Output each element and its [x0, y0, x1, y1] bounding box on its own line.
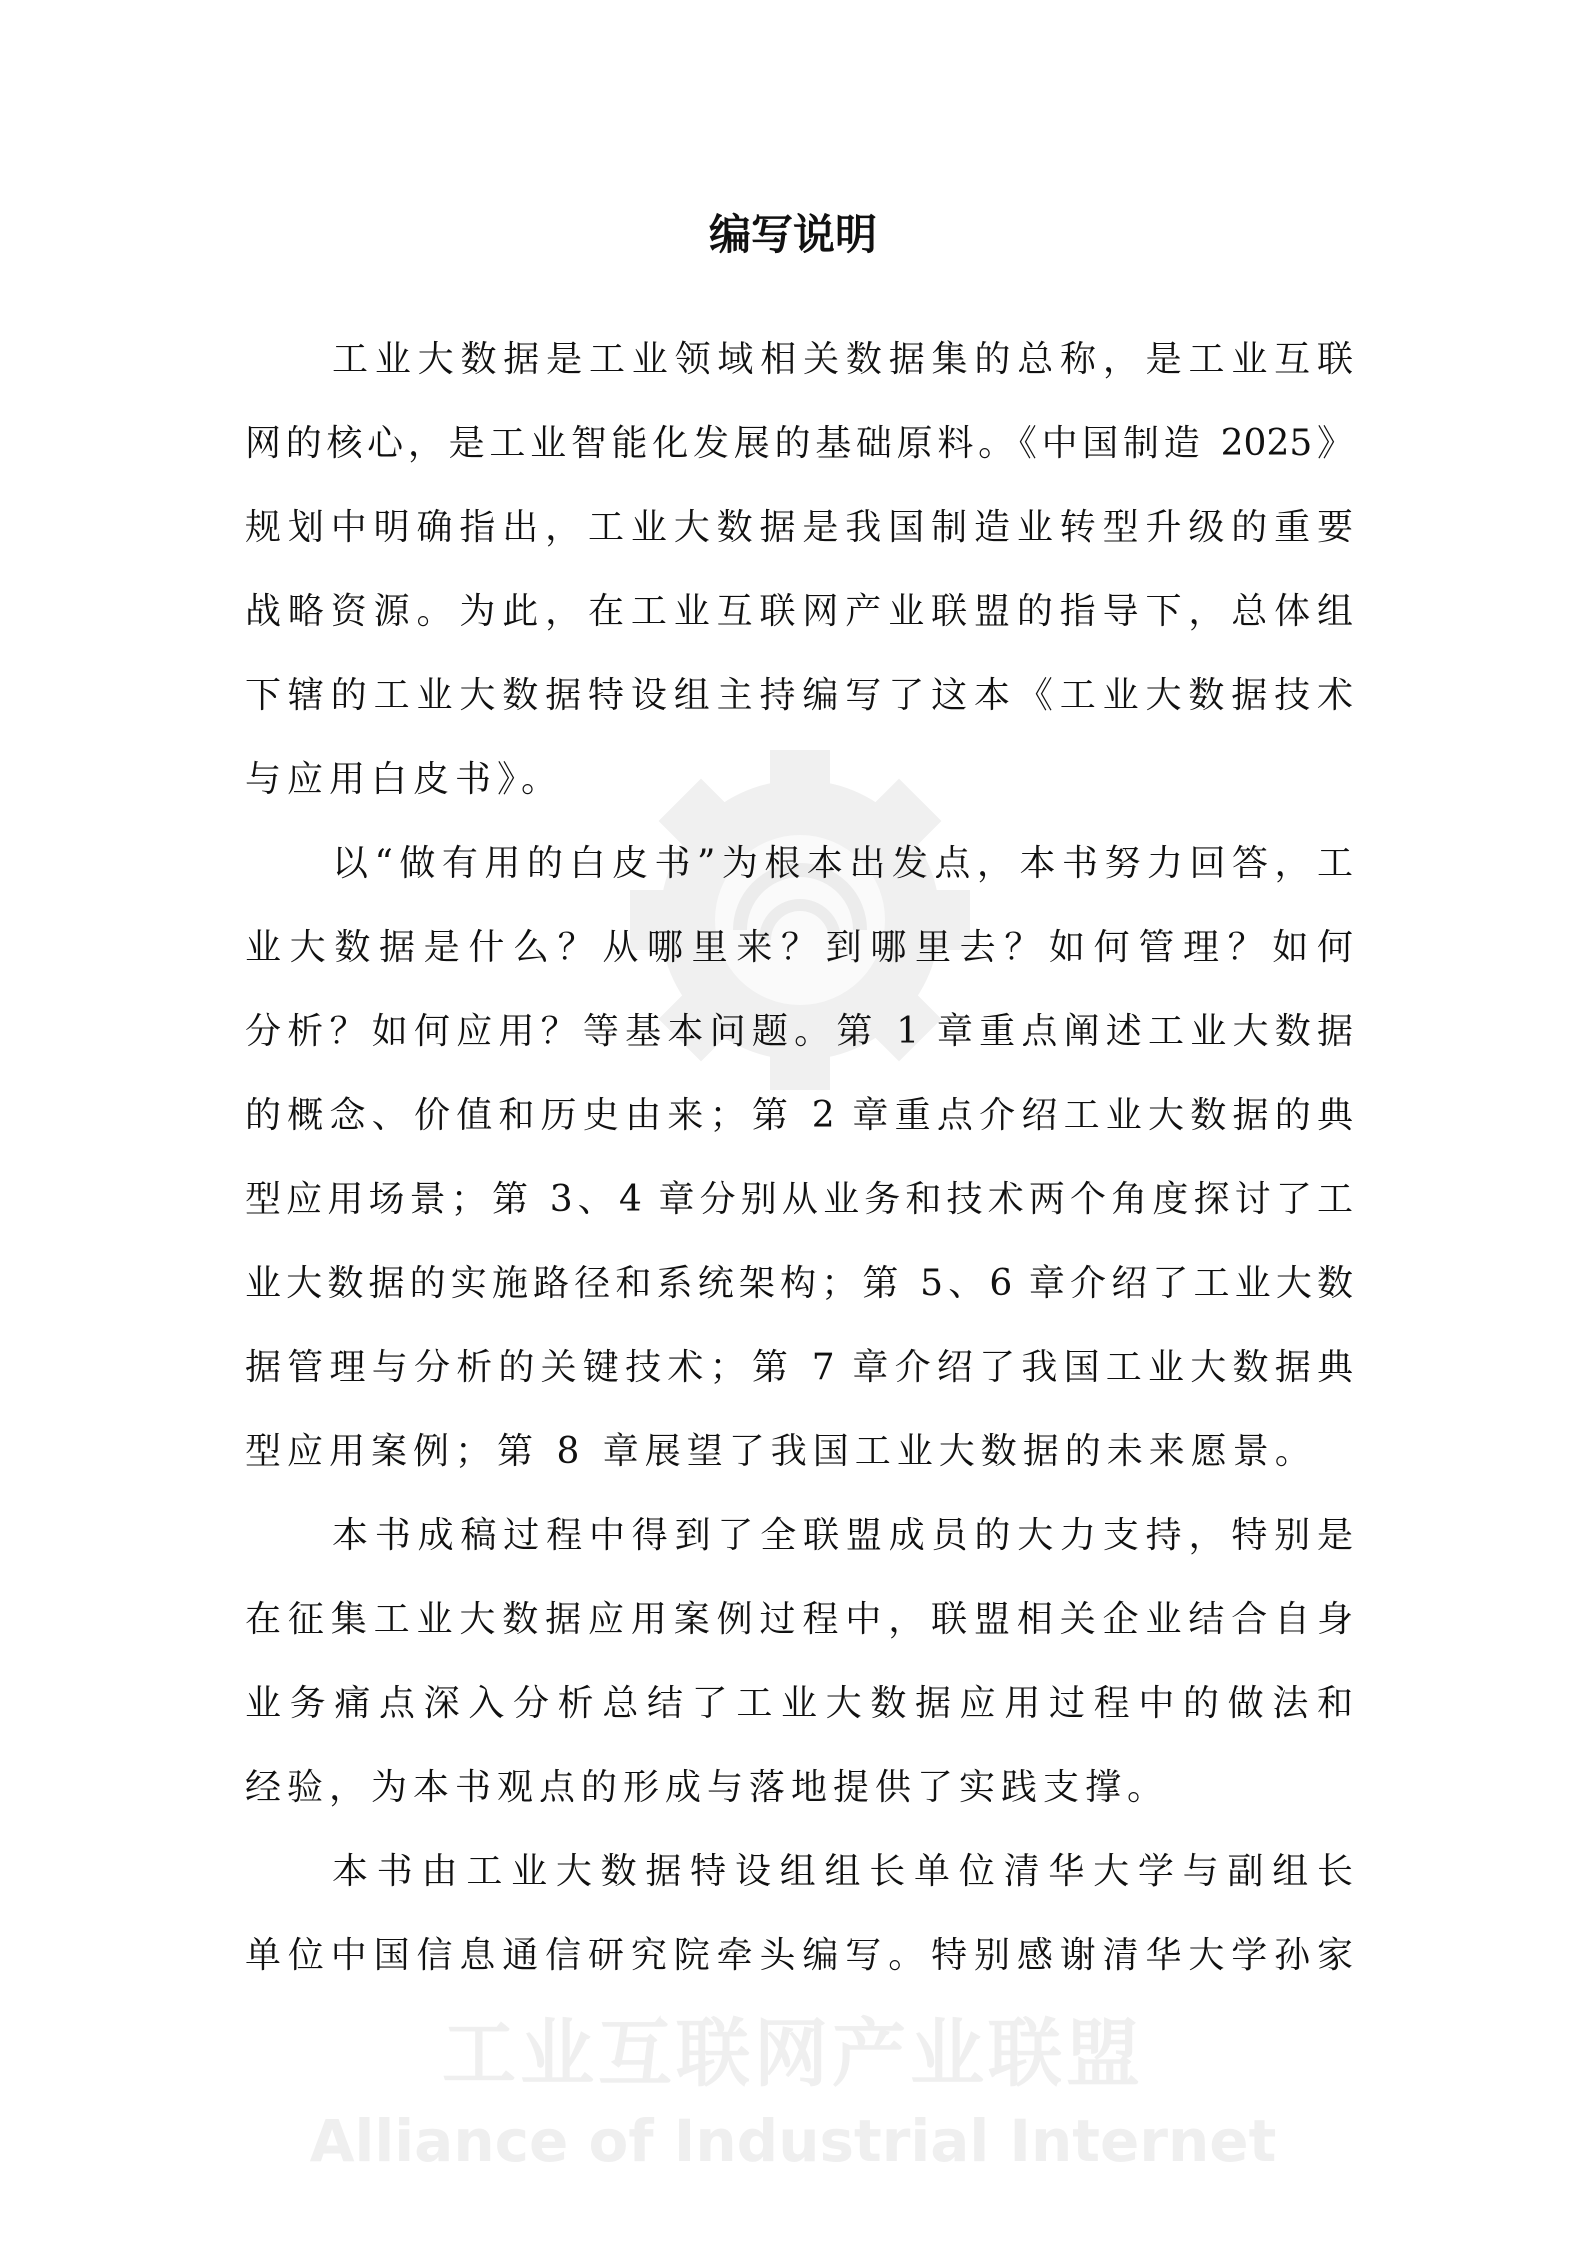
text-line: 网的核心，是工业智能化发展的基础原料。《中国制造 2025》: [245, 423, 1353, 464]
text-line: 工业大数据是工业领域相关数据集的总称，是工业互联: [332, 339, 1353, 380]
watermark-cn: 工业互联网产业联盟: [442, 2011, 1144, 2097]
text-line: 本书成稿过程中得到了全联盟成员的大力支持，特别是: [332, 1515, 1353, 1556]
paragraph-4: [245, 1830, 1353, 1998]
text-line: 本书由工业大数据特设组组长单位清华大学与副组长: [332, 1851, 1353, 1892]
text-line: 与应用白皮书》。: [245, 759, 564, 800]
text-line: 规划中明确指出，工业大数据是我国制造业转型升级的重要: [245, 507, 1353, 548]
text-line: 业大数据的实施路径和系统架构；第 5、6 章介绍了工业大数: [245, 1263, 1353, 1304]
text-line: 单位中国信息通信研究院牵头编写。特别感谢清华大学孙家: [245, 1935, 1353, 1976]
paragraph-2: [245, 822, 1353, 1494]
text-line: 的概念、价值和历史由来；第 2 章重点介绍工业大数据的典: [245, 1095, 1353, 1136]
document-body: [245, 318, 1353, 1998]
text-line: 业务痛点深入分析总结了工业大数据应用过程中的做法和: [245, 1683, 1353, 1724]
text-line: 在征集工业大数据应用案例过程中，联盟相关企业结合自身: [245, 1599, 1353, 1640]
text-line: 以“做有用的白皮书”为根本出发点，本书努力回答，工: [332, 843, 1353, 884]
text-line: 经验，为本书观点的形成与落地提供了实践支撑。: [245, 1767, 1170, 1808]
watermark-en: Alliance of Industrial Internet: [309, 2107, 1277, 2175]
text-line: 业大数据是什么？从哪里来？到哪里去？如何管理？如何: [245, 927, 1353, 968]
text-line: 分析？如何应用？等基本问题。第 1 章重点阐述工业大数据: [245, 1011, 1353, 1052]
text-line: 据管理与分析的关键技术；第 7 章介绍了我国工业大数据典: [245, 1347, 1353, 1388]
text-line: 型应用案例；第 8 章展望了我国工业大数据的未来愿景。: [245, 1431, 1317, 1472]
paragraph-1: [245, 318, 1353, 822]
text-line: 下辖的工业大数据特设组主持编写了这本《工业大数据技术: [245, 675, 1353, 716]
text-line: 战略资源。为此，在工业互联网产业联盟的指导下，总体组: [245, 591, 1353, 632]
page-title: 编写说明: [708, 210, 877, 259]
text-line: 型应用场景；第 3、4 章分别从业务和技术两个角度探讨了工: [245, 1179, 1353, 1220]
paragraph-3: [245, 1494, 1353, 1830]
